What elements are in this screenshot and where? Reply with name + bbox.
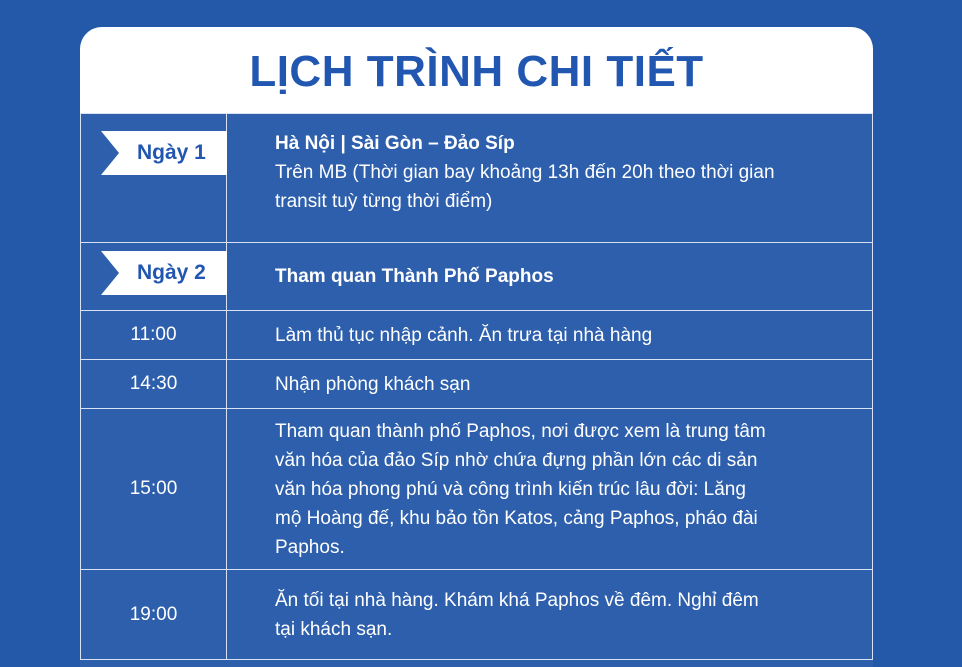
schedule-content <box>275 409 822 569</box>
day-1-desc-line-2: transit tuỳ từng thời điểm) <box>275 191 493 212</box>
day-2-title: Tham quan Thành Phố Paphos <box>275 266 554 287</box>
itinerary-card <box>80 27 873 667</box>
schedule-time: 14:30 <box>129 373 178 394</box>
column-divider <box>226 311 227 359</box>
day-1-title: Hà Nội | Sài Gòn – Đảo Síp <box>275 133 515 154</box>
day-2-content <box>275 243 822 310</box>
day-1-content <box>275 114 822 242</box>
day-2-row <box>80 243 873 311</box>
schedule-line: Nhận phòng khách sạn <box>275 373 471 395</box>
schedule-line: tại khách sạn. <box>275 618 393 640</box>
schedule-line: mộ Hoàng đế, khu bảo tồn Katos, cảng Paphos, pháo đài <box>275 507 758 529</box>
day-1-desc-line-1: Trên MB (Thời gian bay khoảng 13h đến 20h theo thời gian <box>275 162 775 183</box>
column-divider <box>226 409 227 569</box>
schedule-content <box>275 570 822 659</box>
schedule-content <box>275 360 822 408</box>
day-2-label: Ngày 2 <box>137 261 206 284</box>
day-1-tag <box>101 131 227 175</box>
schedule-row <box>80 311 873 360</box>
schedule-line: Làm thủ tục nhập cảnh. Ăn trưa tại nhà hàng <box>275 324 653 346</box>
schedule-time: 11:00 <box>130 324 177 345</box>
schedule-line: văn hóa của đảo Síp nhờ chứa đựng phần lớn các di sản <box>275 449 758 471</box>
schedule-time: 19:00 <box>129 603 178 625</box>
day-1-label: Ngày 1 <box>137 141 206 164</box>
schedule-row <box>80 360 873 409</box>
column-divider <box>226 360 227 408</box>
schedule-row <box>80 570 873 660</box>
schedule-content <box>275 311 822 359</box>
day-2-tag <box>101 251 227 295</box>
column-divider <box>226 570 227 659</box>
schedule-line: văn hóa phong phú và công trình kiến trúc lâu đời: Lăng <box>275 478 746 500</box>
schedule-time: 15:00 <box>129 478 178 499</box>
page-title: LỊCH TRÌNH CHI TIẾT <box>249 47 704 96</box>
itinerary-table <box>80 113 873 660</box>
schedule-line: Ăn tối tại nhà hàng. Khám khá Paphos về đêm. Nghỉ đêm <box>275 589 759 611</box>
schedule-line: Paphos. <box>275 536 345 558</box>
schedule-line: Tham quan thành phố Paphos, nơi được xem là trung tâm <box>275 420 766 442</box>
itinerary-header <box>80 27 873 113</box>
day-1-row <box>80 114 873 243</box>
schedule-row <box>80 409 873 570</box>
